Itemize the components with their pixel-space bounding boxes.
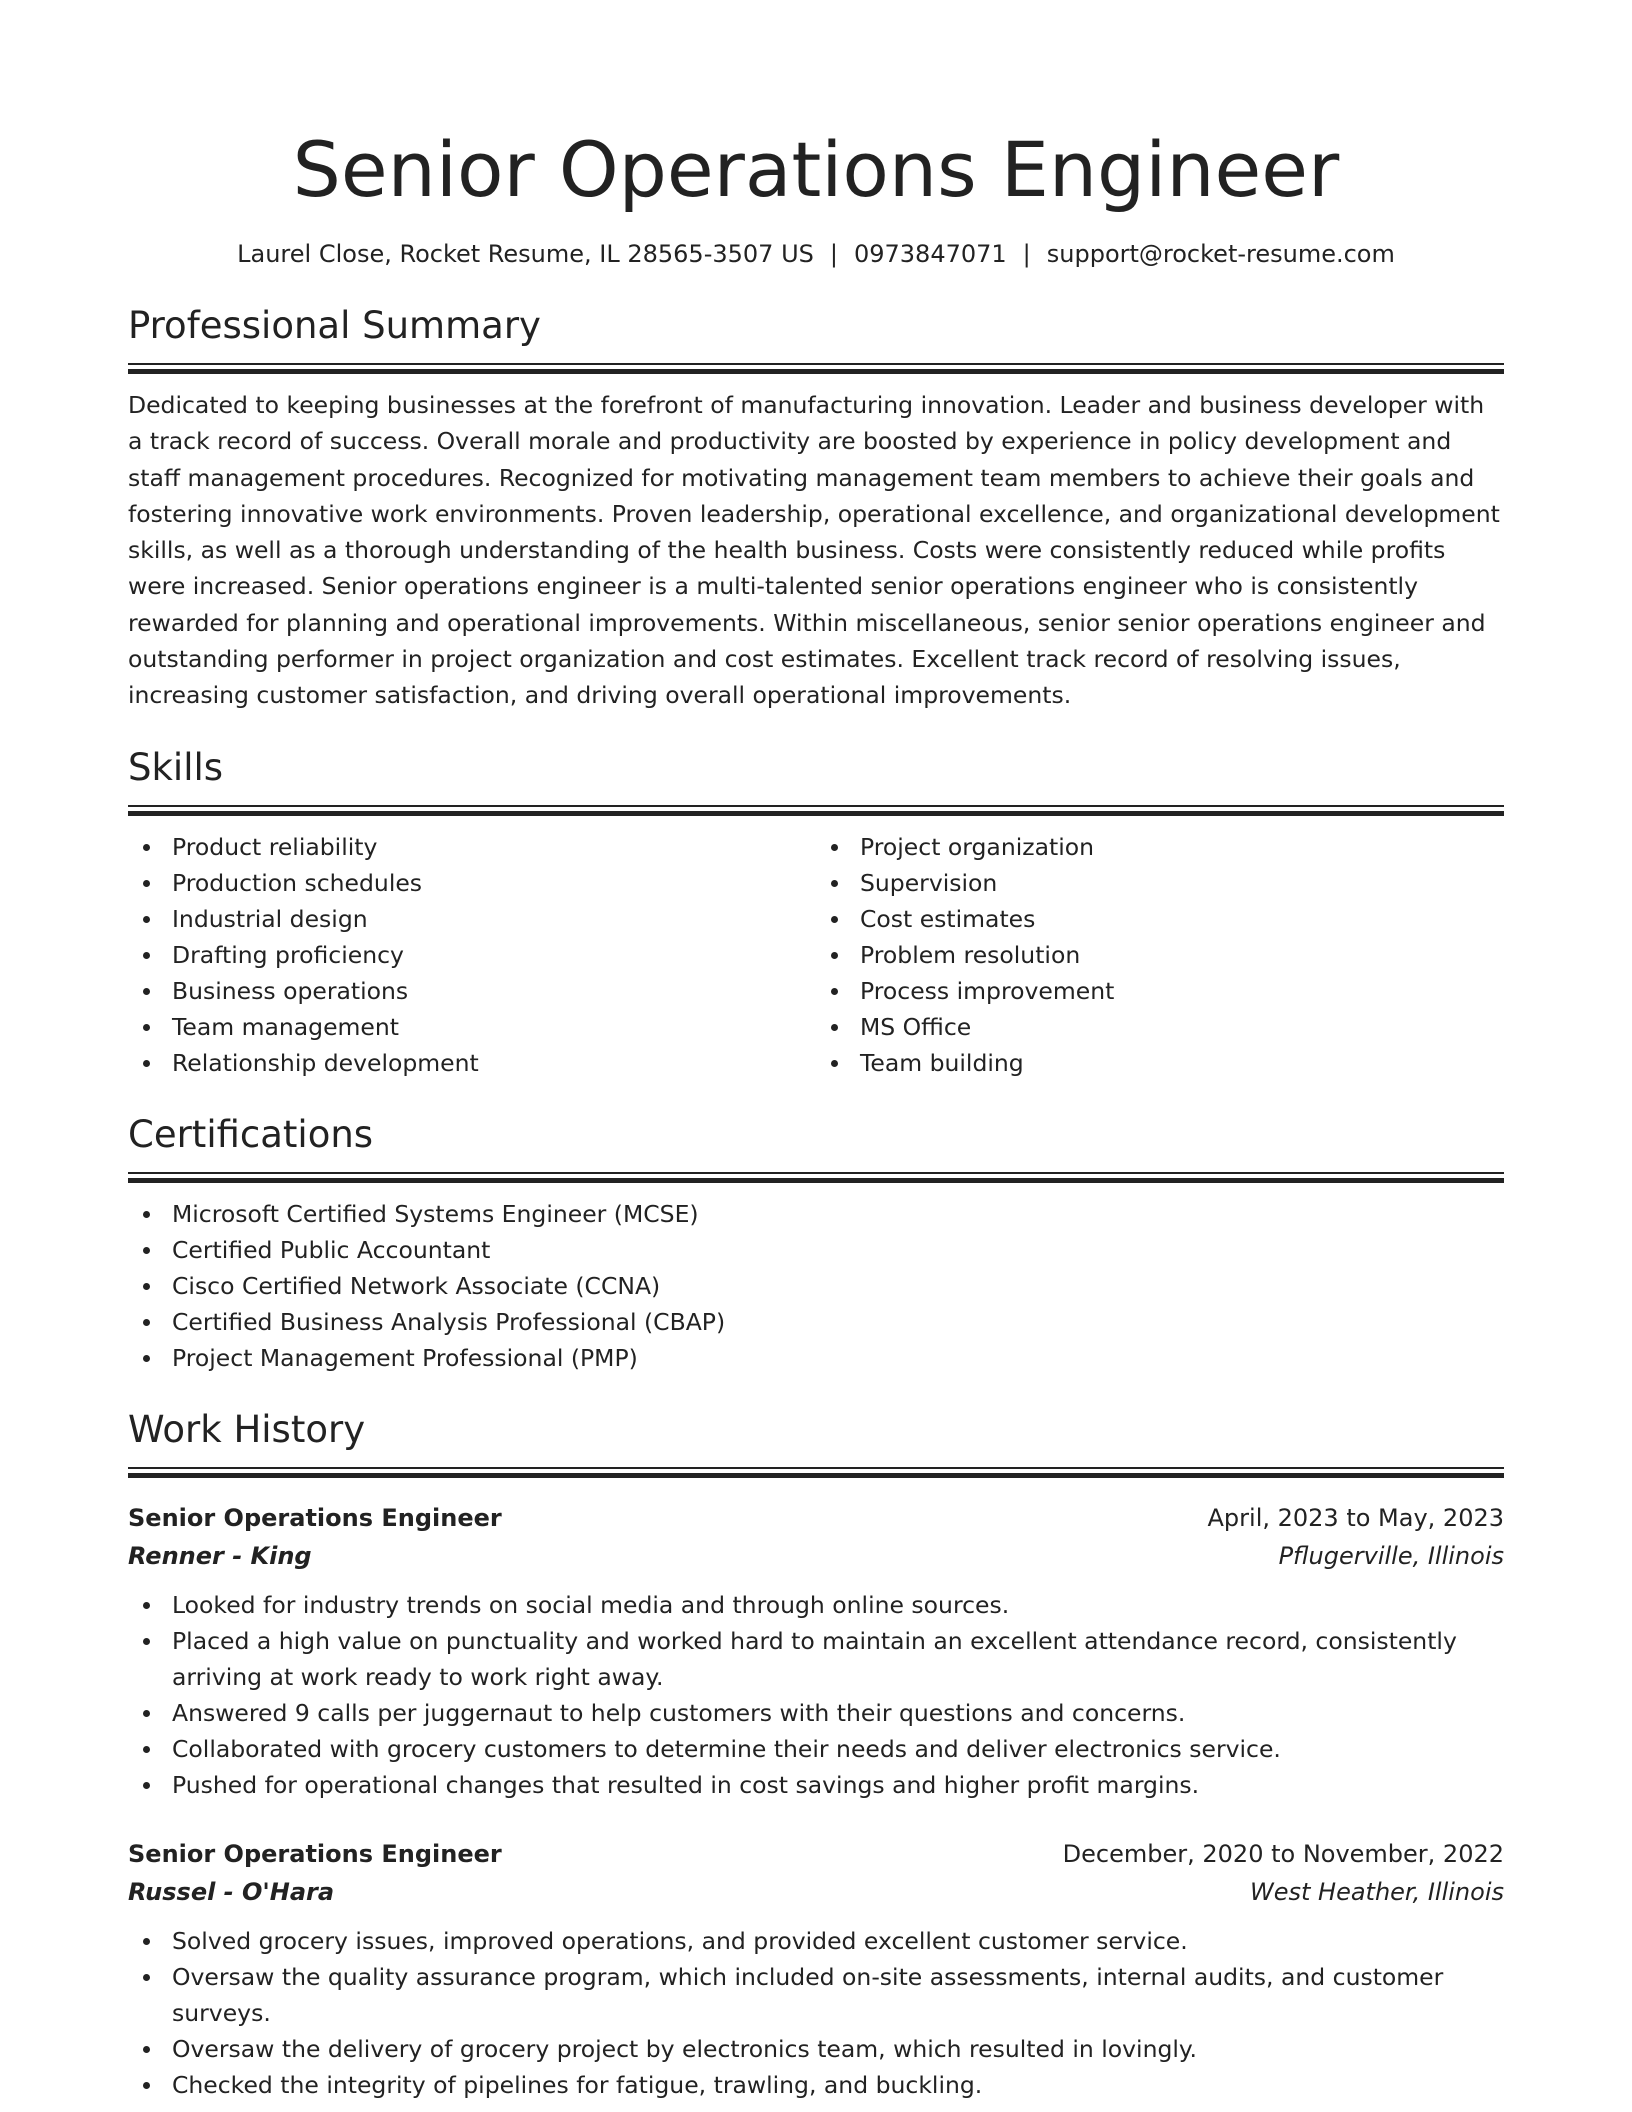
summary-text: Dedicated to keeping businesses at the forefront of manufacturing innovation. Leader and business developer with a track record of success. Overall morale and productivity are boosted by experience in policy development and staff management procedures. Recognized for motivating management team members to achieve their goals and fostering innovative work environments. Proven leadership, operational excellence, and organizational development skills, as well as a thorough understanding of the health business. Costs were consistently reduced while profits were increased. Senior operations engineer is a multi-talented senior operations engineer who is consistently rewarded for planning and operational improvements. Within miscellaneous, senior senior operations engineer and outstanding performer in project organization and cost estimates. Excellent track record of resolving issues, increasing customer satisfaction, and driving overall operational improvements. xyxy=(128,391,1500,710)
contact-phone: 0973847071 xyxy=(853,240,1007,268)
skill-item: MS Office xyxy=(816,1009,1504,1045)
job-entry xyxy=(128,1499,1504,1803)
job-duty-item: Answered 9 calls per juggernaut to help customers with their questions and concerns. xyxy=(128,1695,1504,1731)
skill-item: Problem resolution xyxy=(816,937,1504,973)
job-duty-item: Checked the integrity of pipelines for fatigue, trawling, and buckling. xyxy=(128,2067,1504,2103)
job-title: Senior Operations Engineer xyxy=(128,1503,502,1532)
job-header-row xyxy=(128,1499,1504,1537)
section-divider xyxy=(128,1467,1504,1481)
job-entry xyxy=(128,1835,1504,2103)
skills-list-left xyxy=(128,829,816,1081)
contact-separator: | xyxy=(829,240,838,268)
contact-line xyxy=(128,236,1504,272)
skills-list-right xyxy=(816,829,1504,1081)
summary-heading: Professional Summary xyxy=(128,304,541,347)
skill-item: Industrial design xyxy=(128,901,816,937)
job-duty-item: Oversaw the quality assurance program, which included on-site assessments, internal audits, and customer surveys. xyxy=(128,1959,1504,2031)
certification-item: Project Management Professional (PMP) xyxy=(128,1340,1504,1376)
section-divider xyxy=(128,363,1504,377)
contact-separator: | xyxy=(1022,240,1031,268)
skills-heading: Skills xyxy=(128,745,224,789)
skills-section xyxy=(128,742,1504,1081)
certifications-list xyxy=(128,1196,1504,1376)
certification-item: Microsoft Certified Systems Engineer (MCSE) xyxy=(128,1196,1504,1232)
certifications-heading: Certifications xyxy=(128,1112,374,1156)
certification-item: Certified Business Analysis Professional (CBAP) xyxy=(128,1304,1504,1340)
job-duty-item: Pushed for operational changes that resulted in cost savings and higher profit margins. xyxy=(128,1767,1504,1803)
job-dates: April, 2023 to May, 2023 xyxy=(1207,1503,1504,1532)
job-location: West Heather, Illinois xyxy=(1249,1877,1504,1906)
job-duty-item: Placed a high value on punctuality and worked hard to maintain an excellent attendance record, consistently arriving at work ready to work right away. xyxy=(128,1623,1504,1695)
skill-item: Business operations xyxy=(128,973,816,1009)
skills-grid xyxy=(128,829,1504,1081)
job-duties-list xyxy=(128,1587,1504,1803)
resume-title: Senior Operations Engineer xyxy=(292,125,1340,214)
job-dates: December, 2020 to November, 2022 xyxy=(1062,1839,1504,1868)
work-history-section xyxy=(128,1404,1504,2103)
skill-item: Relationship development xyxy=(128,1045,816,1081)
job-title: Senior Operations Engineer xyxy=(128,1839,502,1868)
job-duty-item: Looked for industry trends on social media and through online sources. xyxy=(128,1587,1504,1623)
section-divider xyxy=(128,805,1504,819)
job-duties-list xyxy=(128,1923,1504,2103)
skill-item: Team management xyxy=(128,1009,816,1045)
job-duty-item: Collaborated with grocery customers to determine their needs and deliver electronics service. xyxy=(128,1731,1504,1767)
certification-item: Cisco Certified Network Associate (CCNA) xyxy=(128,1268,1504,1304)
certifications-section xyxy=(128,1109,1504,1376)
contact-email: support@rocket-resume.com xyxy=(1046,240,1395,268)
job-duty-item: Oversaw the delivery of grocery project by electronics team, which resulted in lovingly. xyxy=(128,2031,1504,2067)
skill-item: Drafting proficiency xyxy=(128,937,816,973)
skill-item: Process improvement xyxy=(816,973,1504,1009)
certification-item: Certified Public Accountant xyxy=(128,1232,1504,1268)
job-duty-item: Solved grocery issues, improved operations, and provided excellent customer service. xyxy=(128,1923,1504,1959)
skill-item: Supervision xyxy=(816,865,1504,901)
job-header-row xyxy=(128,1835,1504,1873)
job-company-row xyxy=(128,1873,1504,1911)
job-company-row xyxy=(128,1537,1504,1575)
job-location: Pflugerville, Illinois xyxy=(1278,1541,1504,1570)
skill-item: Production schedules xyxy=(128,865,816,901)
skill-item: Cost estimates xyxy=(816,901,1504,937)
work-history-heading: Work History xyxy=(128,1407,366,1451)
summary-section xyxy=(128,300,1504,714)
skill-item: Team building xyxy=(816,1045,1504,1081)
skill-item: Product reliability xyxy=(128,829,816,865)
job-company: Russel - O'Hara xyxy=(128,1877,335,1906)
contact-address: Laurel Close, Rocket Resume, IL 28565-3507 US xyxy=(237,240,814,268)
section-divider xyxy=(128,1172,1504,1186)
skill-item: Project organization xyxy=(816,829,1504,865)
job-company: Renner - King xyxy=(128,1541,312,1570)
